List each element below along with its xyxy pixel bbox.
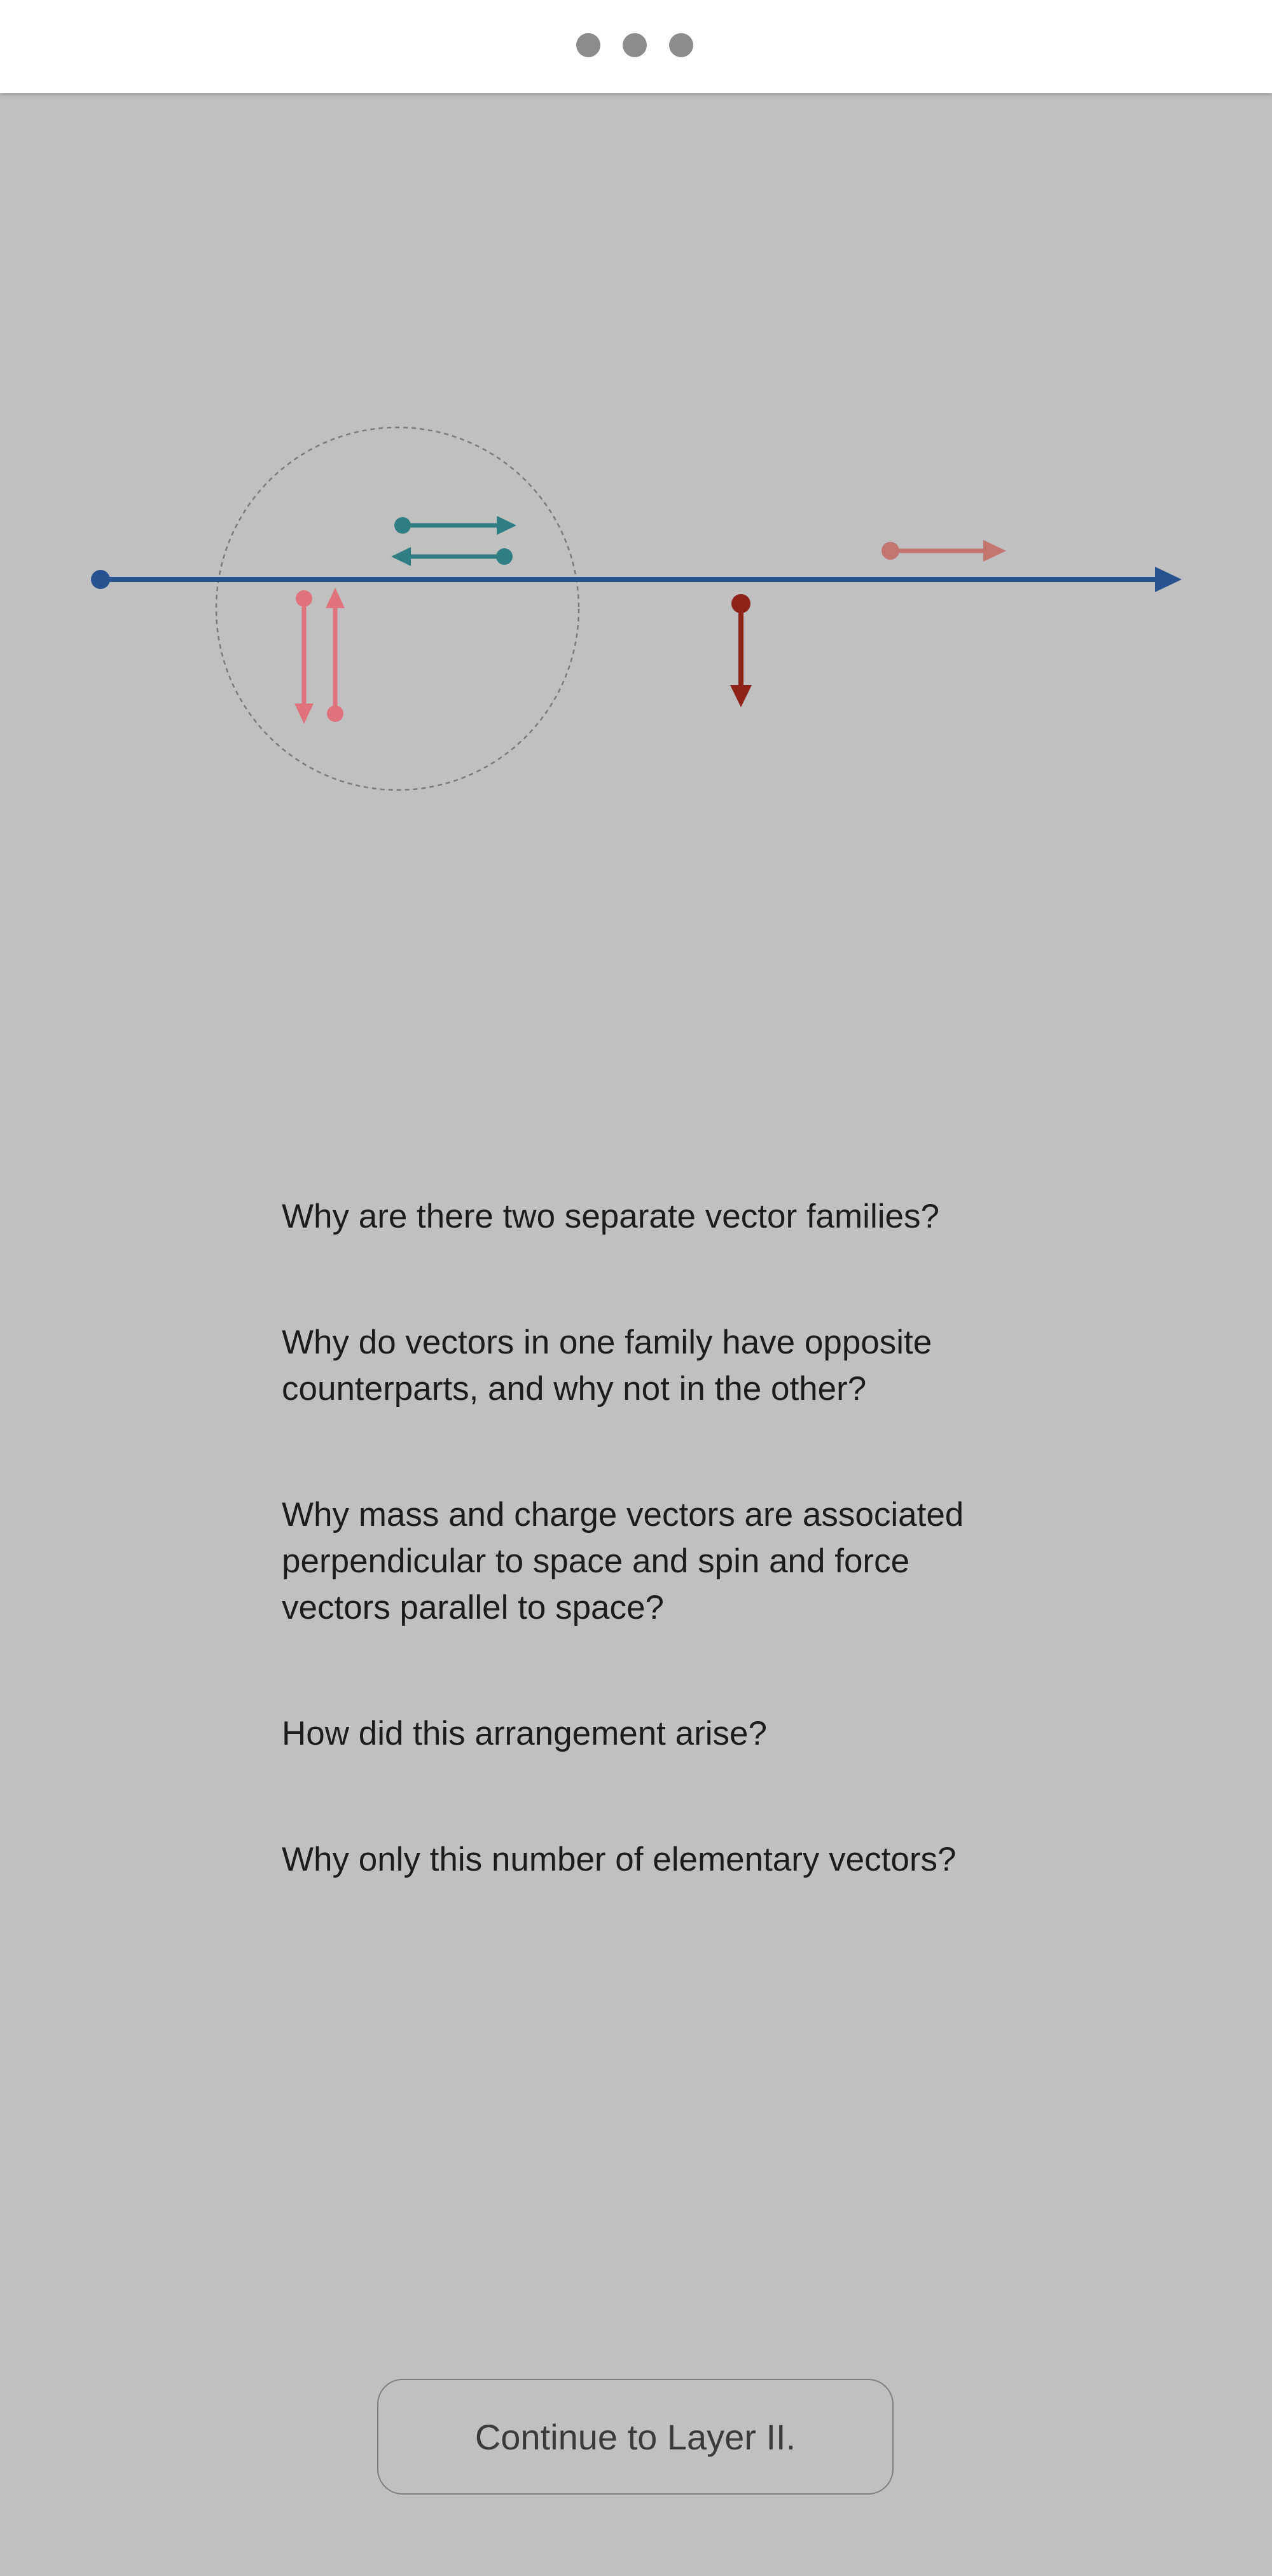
pink-vector-down (294, 590, 314, 724)
vector-origin (296, 590, 312, 607)
question-text: Why mass and charge vectors are associated perpendicular to space and spin and force vectors parallel to space? (282, 1496, 964, 1626)
dark-red-vector-down (730, 594, 752, 707)
dashed-circle (216, 427, 579, 790)
dot-icon (576, 33, 600, 57)
vector-origin (881, 542, 899, 560)
vector-arrowhead (294, 703, 314, 724)
pink-vector-up (326, 588, 345, 722)
vector-arrowhead (326, 588, 345, 608)
axis-origin (91, 570, 110, 589)
vector-origin (394, 517, 411, 534)
question-list (282, 1193, 1013, 1962)
question-text: Why only this number of elementary vectors? (282, 1841, 957, 1878)
vector-origin (327, 705, 343, 722)
vector-origin (496, 548, 513, 565)
dot-icon (669, 33, 693, 57)
question-text: How did this arrangement arise? (282, 1715, 767, 1752)
vector-origin (731, 594, 750, 613)
salmon-vector-right (881, 540, 1006, 562)
vector-arrowhead (983, 540, 1006, 562)
vector-diagram (0, 93, 1272, 1047)
vector-arrowhead (730, 685, 752, 707)
vector-arrowhead (497, 516, 516, 535)
menu-dots[interactable] (576, 33, 693, 57)
space-axis (91, 567, 1182, 592)
teal-vector-left (391, 547, 513, 566)
dot-icon (623, 33, 647, 57)
teal-vector-right (394, 516, 516, 535)
continue-button[interactable]: Continue to Layer II. (377, 2379, 894, 2495)
question-text: Why do vectors in one family have opposite counterparts, and why not in the other? (282, 1324, 932, 1408)
question-text: Why are there two separate vector families? (282, 1198, 939, 1235)
top-bar (0, 0, 1272, 93)
vector-arrowhead (391, 547, 411, 566)
axis-arrowhead (1155, 567, 1182, 592)
